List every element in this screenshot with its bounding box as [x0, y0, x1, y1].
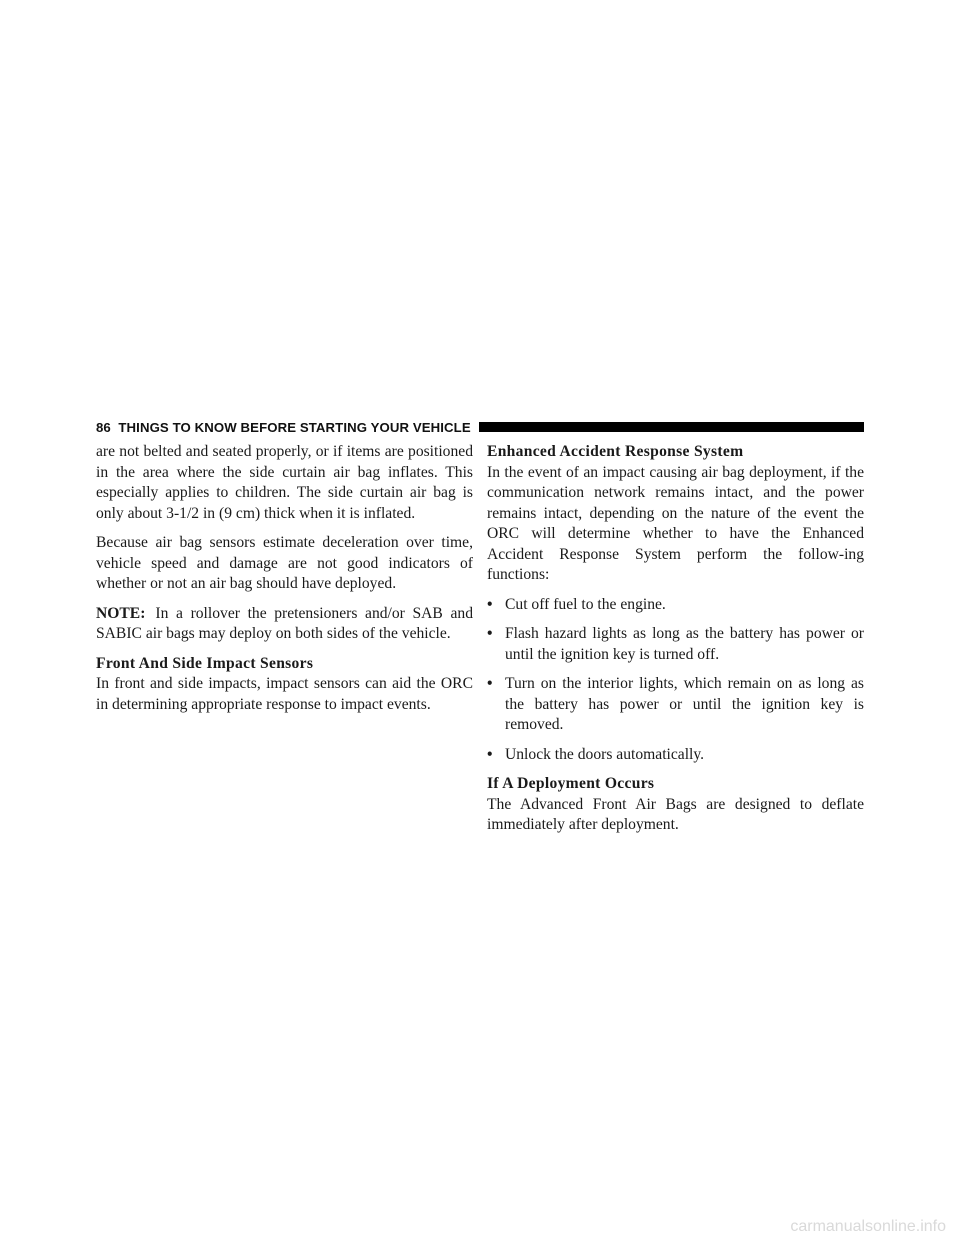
- list-item-text: Unlock the doors automatically.: [505, 745, 705, 763]
- page-header: [96, 418, 864, 436]
- paragraph-deployment-occurs: The Advanced Front Air Bags are designed to deflate immediately after deployment.: [487, 795, 864, 833]
- watermark-footer: carmanualsonline.info: [790, 1218, 946, 1235]
- list-item-text: Flash hazard lights as long as the battery has power or until the ignition key is turned off.: [505, 625, 864, 663]
- paragraph-sensors: Because air bag sensors estimate deceleration over time, vehicle speed and damage are not good indicators of whether or not an air bag should have deployed.: [96, 534, 473, 592]
- page-header-text: [96, 420, 471, 435]
- heading-impact-sensors: Front And Side Impact Sensors: [96, 654, 314, 672]
- list-item: [487, 674, 864, 736]
- list-item: [487, 595, 864, 616]
- note-label: NOTE:: [96, 604, 146, 622]
- chapter-title: THINGS TO KNOW BEFORE STARTING YOUR VEHICLE: [118, 419, 471, 435]
- heading-enhanced-accident-response: Enhanced Accident Response System: [487, 443, 744, 460]
- paragraph-impact-sensors: In front and side impacts, impact sensors can aid the ORC in determining appropriate response to impact events.: [96, 675, 473, 713]
- list-item-text: Turn on the interior lights, which remain on as long as the battery has power or until the ignition key is removed.: [505, 675, 864, 733]
- bullet-icon: •: [487, 625, 493, 642]
- bullet-icon: •: [487, 745, 493, 763]
- note-paragraph: [96, 604, 473, 645]
- functions-list: [487, 595, 864, 766]
- left-column: [96, 442, 473, 724]
- bullet-icon: •: [487, 675, 493, 692]
- list-item: [487, 624, 864, 665]
- heading-deployment-occurs: If A Deployment Occurs: [487, 775, 655, 792]
- list-item: [487, 745, 864, 766]
- right-column: [487, 442, 864, 845]
- bullet-icon: •: [487, 595, 493, 613]
- note-text: In a rollover the pretensioners and/or SAB and SABIC air bags may deploy on both sides of the vehicle.: [96, 604, 473, 642]
- page-number: 86: [96, 419, 111, 435]
- header-rule: [479, 422, 864, 432]
- list-item-text: Cut off fuel to the engine.: [505, 595, 666, 613]
- paragraph-enhanced-accident-response: In the event of an impact causing air bag deployment, if the communication network remains intact, and the power remains intact, depending on the nature of the event the ORC will determine whether to have the Enhanced Accident Response System perform the follow-ing functions:: [487, 463, 864, 583]
- paragraph-side-curtain: are not belted and seated properly, or if items are positioned in the area where the side curtain air bag inflates. This especially applies to children. The side curtain air bag is only about 3-1/2 in (9 cm) thick when it is inflated.: [96, 443, 473, 522]
